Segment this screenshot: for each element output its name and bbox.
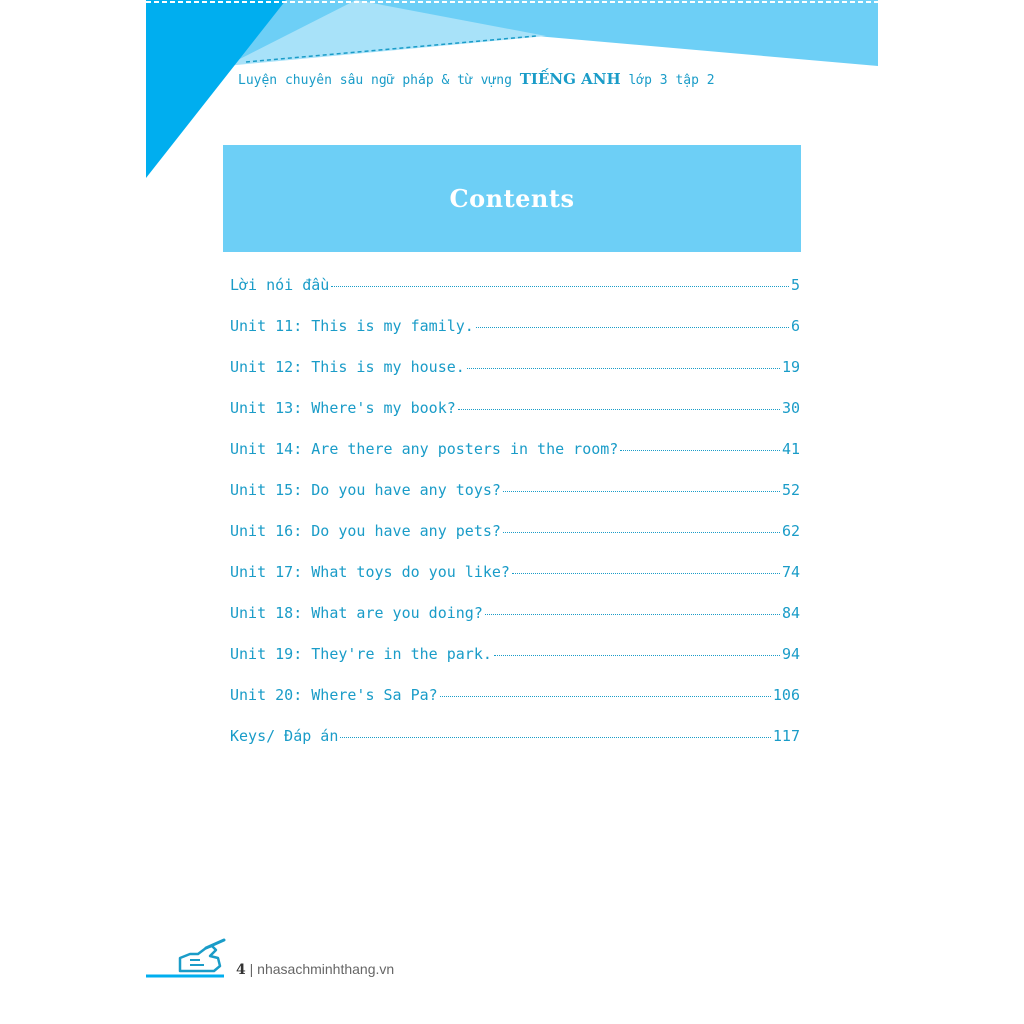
contents-banner [223,145,801,252]
toc-entry[interactable] [230,440,800,481]
toc-label: Unit 16: Do you have any pets? [230,522,501,540]
dot-leader [458,409,780,410]
page-footer [236,961,394,978]
toc-entry[interactable] [230,727,800,768]
book-subtitle [238,70,715,88]
dot-leader [476,327,789,328]
toc-label: Unit 15: Do you have any toys? [230,481,501,499]
toc-entry[interactable] [230,686,800,727]
toc-label: Keys/ Đáp án [230,727,339,745]
dot-leader [503,491,780,492]
toc-entry[interactable] [230,317,800,358]
toc-page: 117 [772,727,800,745]
dot-leader [331,286,789,287]
table-of-contents [230,276,800,768]
toc-page: 5 [790,276,800,294]
toc-page: 6 [790,317,800,335]
dot-leader [512,573,780,574]
contents-title: Contents [449,184,575,213]
toc-entry[interactable] [230,604,800,645]
toc-page: 19 [781,358,800,376]
toc-entry[interactable] [230,399,800,440]
dot-leader [340,737,771,738]
dot-leader [485,614,780,615]
toc-page: 106 [772,686,800,704]
toc-entry[interactable] [230,481,800,522]
toc-label: Unit 18: What are you doing? [230,604,483,622]
footer-separator: | [249,961,254,977]
dot-leader [620,450,780,451]
toc-label: Unit 12: This is my house. [230,358,465,376]
toc-page: 41 [781,440,800,458]
book-page [146,0,878,1024]
writing-hand-icon [146,938,236,984]
toc-label: Unit 17: What toys do you like? [230,563,510,581]
page-number: 4 [236,962,246,978]
toc-entry[interactable] [230,358,800,399]
toc-label: Lời nói đầu [230,276,330,294]
toc-page: 74 [781,563,800,581]
toc-page: 52 [781,481,800,499]
toc-entry[interactable] [230,276,800,317]
toc-entry[interactable] [230,563,800,604]
toc-page: 62 [781,522,800,540]
dot-leader [440,696,771,697]
toc-label: Unit 14: Are there any posters in the room? [230,440,619,458]
dot-leader [503,532,780,533]
toc-page: 94 [781,645,800,663]
subtitle-strong: TIẾNG ANH [519,70,621,88]
toc-page: 30 [781,399,800,417]
website-link[interactable]: nhasachminhthang.vn [257,961,395,977]
toc-label: Unit 13: Where's my book? [230,399,456,417]
dot-leader [467,368,780,369]
subtitle-prefix: Luyện chuyên sâu ngữ pháp & từ vựng [238,73,512,88]
subtitle-suffix: lớp 3 tập 2 [628,73,715,88]
toc-entry[interactable] [230,645,800,686]
toc-page: 84 [781,604,800,622]
toc-entry[interactable] [230,522,800,563]
toc-label: Unit 19: They're in the park. [230,645,492,663]
toc-label: Unit 11: This is my family. [230,317,474,335]
toc-label: Unit 20: Where's Sa Pa? [230,686,438,704]
dot-leader [494,655,780,656]
